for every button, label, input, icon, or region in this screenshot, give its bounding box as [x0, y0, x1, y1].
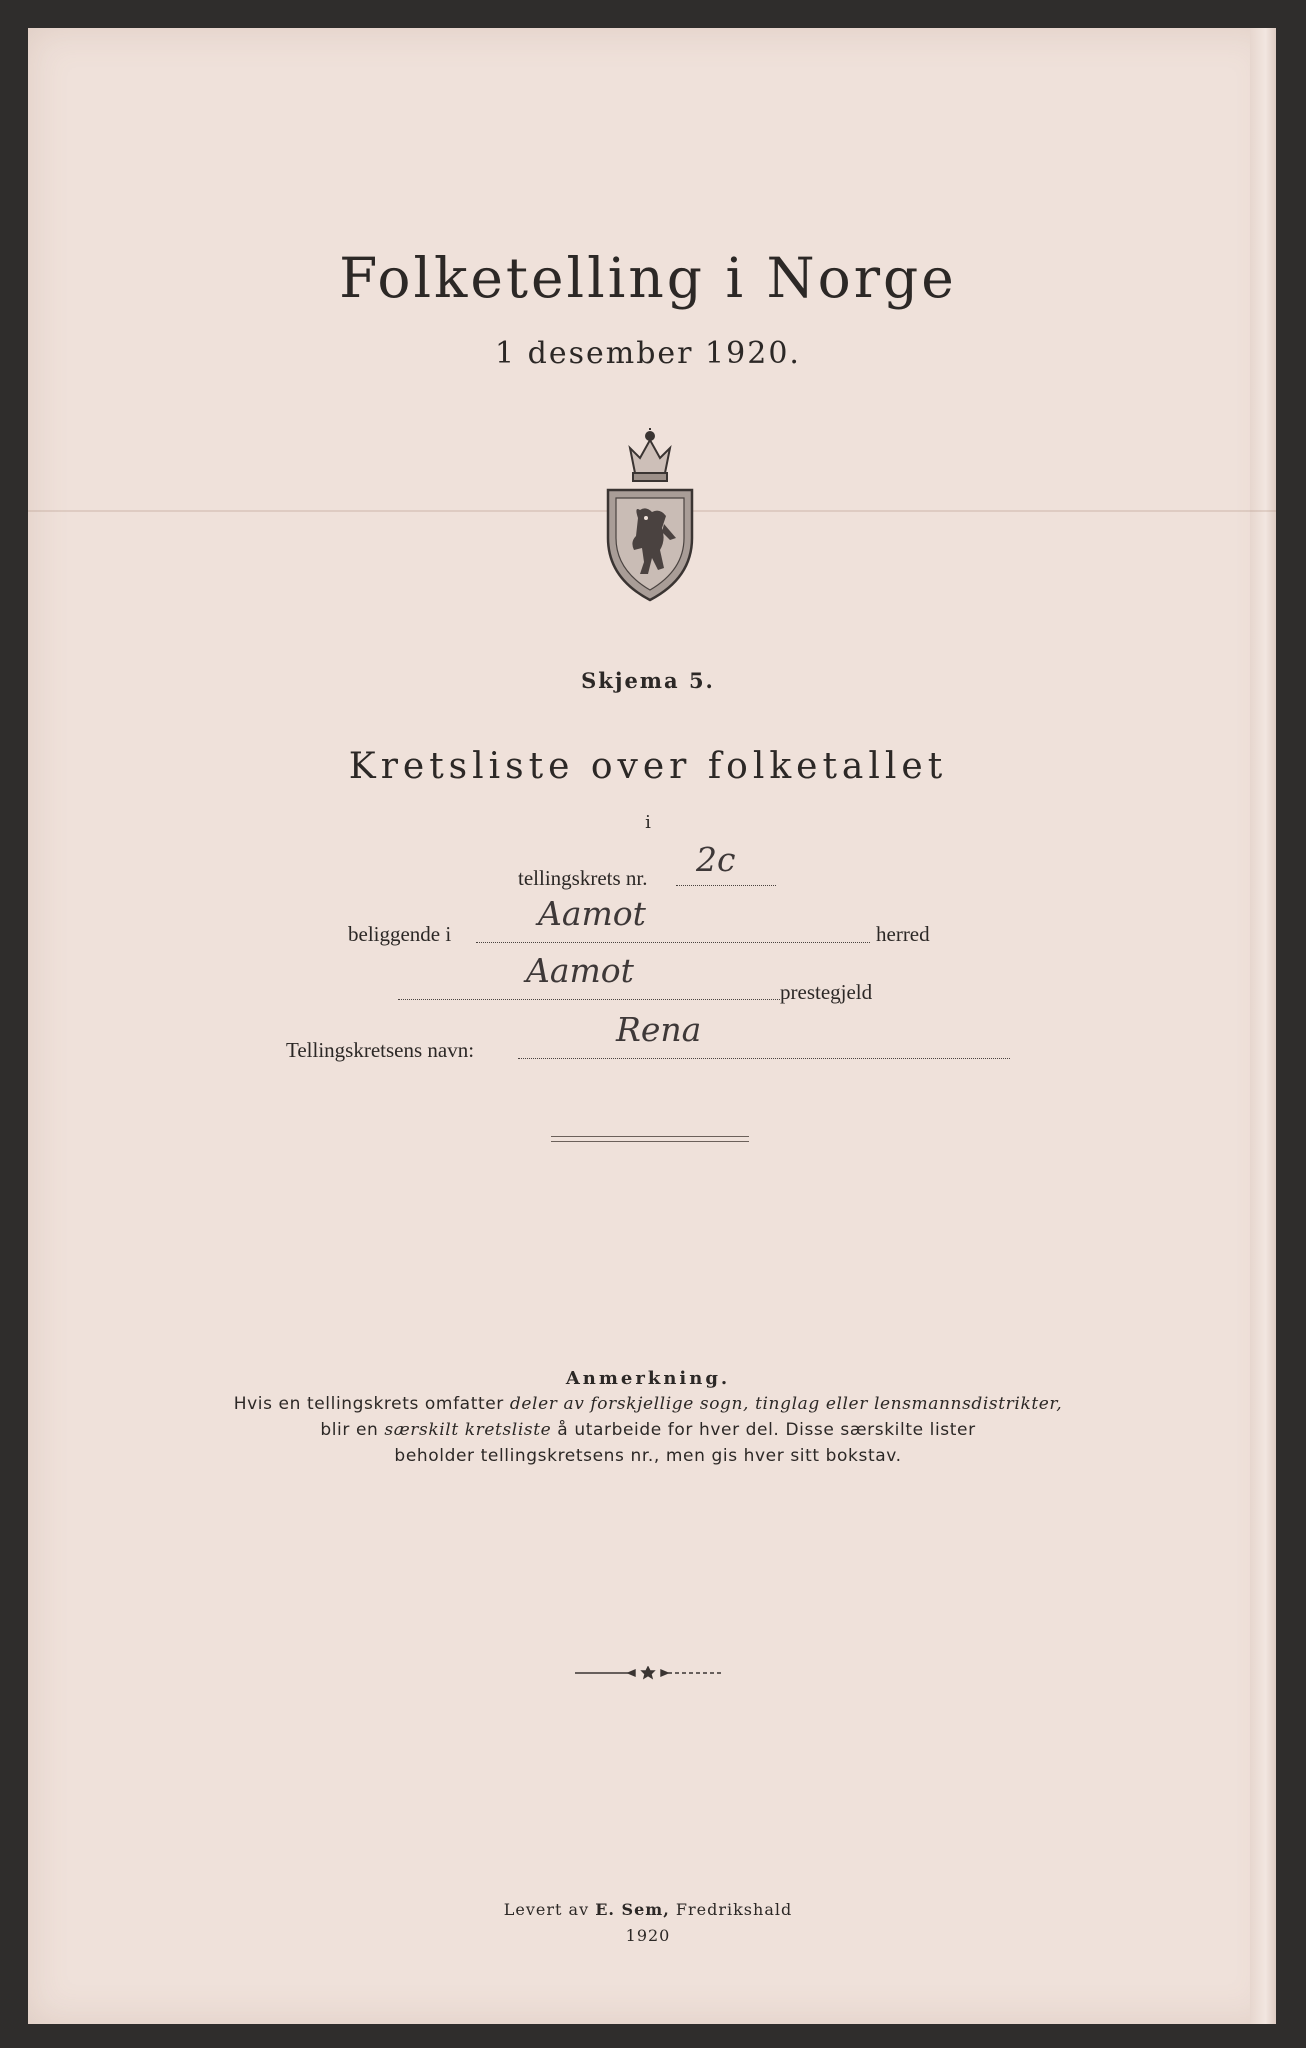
tellingskrets-line: [676, 884, 776, 886]
note-line-3: beholder tellingskretsens nr., men gis hver sitt bokstav.: [394, 1446, 902, 1466]
connector-word: i: [645, 812, 651, 833]
form-heading: Kretsliste over folketallet: [348, 746, 948, 787]
note-line-1-emphasis: deler av forskjellige sogn, tinglag eller lensmannsdistrikter,: [509, 1394, 1063, 1414]
herred-line: [476, 941, 870, 943]
prestegjeld-label: prestegjeld: [780, 980, 873, 1004]
tellingskrets-label: tellingskrets nr.: [518, 866, 648, 890]
prestegjeld-line: [398, 998, 780, 1000]
printer-credit: [28, 1900, 1268, 1919]
schema-number: Skjema 5.: [581, 668, 715, 693]
note-line-2-rest: å utarbeide for hver del. Disse særskilte lister: [551, 1420, 976, 1440]
note-line-2-emphasis: særskilt kretsliste: [384, 1420, 552, 1440]
printer-prefix: Levert av: [503, 1900, 596, 1919]
page-edge: [1250, 28, 1276, 2024]
kretsnavn-line: [518, 1057, 1010, 1059]
prestegjeld-value: Aamot: [526, 951, 634, 990]
kretsnavn-value: Rena: [616, 1010, 702, 1049]
decorative-star-divider-icon: [573, 1666, 723, 1680]
tellingskrets-value: 2c: [696, 840, 736, 879]
census-date: 1 desember 1920.: [495, 336, 801, 371]
beliggende-label: beliggende i: [348, 922, 452, 946]
herred-value: Aamot: [538, 894, 646, 933]
kretsnavn-label: Tellingskretsens navn:: [286, 1038, 475, 1062]
printer-name: E. Sem,: [595, 1900, 670, 1919]
document-title: Folketelling i Norge: [339, 246, 957, 310]
note-line-1-text: Hvis en tellingskrets omfatter: [233, 1394, 510, 1414]
printer-city: Fredrikshald: [669, 1900, 793, 1919]
norwegian-coat-of-arms-icon: [600, 428, 700, 603]
herred-label: herred: [876, 922, 930, 946]
printer-year: 1920: [625, 1926, 671, 1945]
section-divider: [551, 1136, 749, 1142]
note-line-1: [28, 1394, 1268, 1414]
note-line-2-text: blir en: [320, 1420, 385, 1440]
note-title: Anmerkning.: [565, 1368, 731, 1389]
document-page: [28, 28, 1276, 2024]
note-line-2: [28, 1420, 1268, 1440]
